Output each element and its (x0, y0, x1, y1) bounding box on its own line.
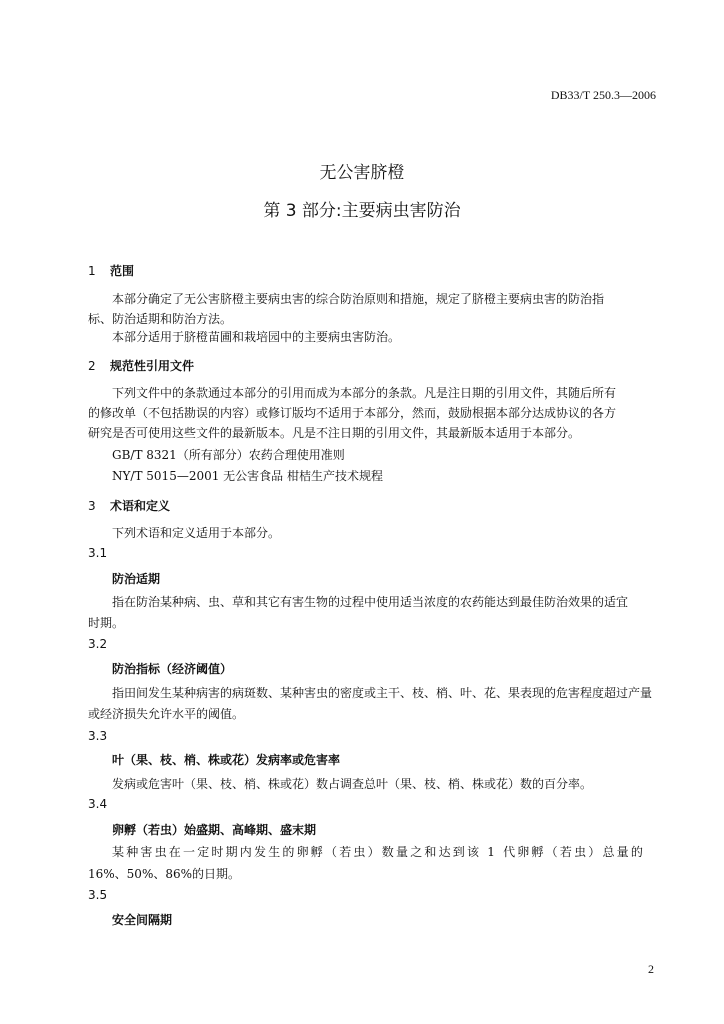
clause-number: 3.1 (88, 546, 108, 560)
clause-number: 3.4 (88, 797, 108, 811)
paragraph-line: 下列文件中的条款通过本部分的引用而成为本部分的条款。凡是注日期的引用文件，其随后所有 (112, 386, 617, 400)
term-definition-line: 发病或危害叶（果、枝、梢、株或花）数占调查总叶（果、枝、梢、株或花）数的百分率。 (112, 777, 593, 791)
normative-reference: GB/T 8321（所有部分）农药合理使用准则 (112, 448, 345, 462)
term-definition-line: 时期。 (88, 616, 125, 630)
term-definition-line: 16%、50%、86%的日期。 (88, 867, 241, 881)
term-definition-line: 指田间发生某种病害的病斑数、某种害虫的密度或主干、枝、梢、叶、花、果表现的危害程度超过产量 (112, 686, 653, 700)
clause-number: 3.2 (88, 637, 108, 651)
section-title: 规范性引用文件 (110, 359, 195, 373)
page-number: 2 (648, 962, 654, 976)
section-number: 1 (88, 264, 96, 278)
paragraph-line: 本部分确定了无公害脐橙主要病虫害的综合防治原则和措施，规定了脐橙主要病虫害的防治指 (112, 292, 605, 306)
paragraph-line: 的修改单（不包括勘误的内容）或修订版均不适用于本部分，然而，鼓励根据本部分达成协议的各方 (88, 406, 617, 420)
paragraph-line: 下列术语和定义适用于本部分。 (112, 526, 281, 540)
section-number: 3 (88, 499, 96, 513)
term-definition-line: 或经济损失允许水平的阈值。 (88, 707, 245, 721)
clause-number: 3.3 (88, 729, 108, 743)
section-number: 2 (88, 359, 96, 373)
paragraph-line: 研究是否可使用这些文件的最新版本。凡是不注日期的引用文件，其最新版本适用于本部分。 (88, 426, 581, 440)
term-name: 安全间隔期 (112, 913, 173, 927)
section-heading-1 (88, 262, 134, 279)
standard-code: DB33/T 250.3—2006 (550, 88, 656, 102)
term-name: 防治指标（经济阈值） (112, 662, 233, 676)
term-name: 叶（果、枝、梢、株或花）发病率或危害率 (112, 753, 341, 767)
section-title: 范围 (110, 264, 135, 278)
paragraph-line: 标、防治适期和防治方法。 (88, 312, 233, 326)
term-name: 防治适期 (112, 572, 161, 586)
paragraph-line: 本部分适用于脐橙苗圃和栽培园中的主要病虫害防治。 (112, 330, 401, 344)
section-heading-3 (88, 497, 170, 514)
section-heading-2 (88, 357, 194, 374)
section-title: 术语和定义 (110, 499, 171, 513)
document-subtitle: 第 3 部分:主要病虫害防治 (263, 201, 461, 221)
document-title: 无公害脐橙 (319, 163, 405, 183)
term-name: 卵孵（若虫）始盛期、高峰期、盛末期 (112, 823, 317, 837)
term-definition-line: 某种害虫在一定时期内发生的卵孵（若虫）数量之和达到该 1 代卵孵（若虫）总量的 (112, 845, 646, 859)
normative-reference: NY/T 5015—2001 无公害食品 柑桔生产技术规程 (112, 469, 383, 483)
term-definition-line: 指在防治某种病、虫、草和其它有害生物的过程中使用适当浓度的农药能达到最佳防治效果的适宜 (112, 595, 629, 609)
clause-number: 3.5 (88, 888, 108, 902)
